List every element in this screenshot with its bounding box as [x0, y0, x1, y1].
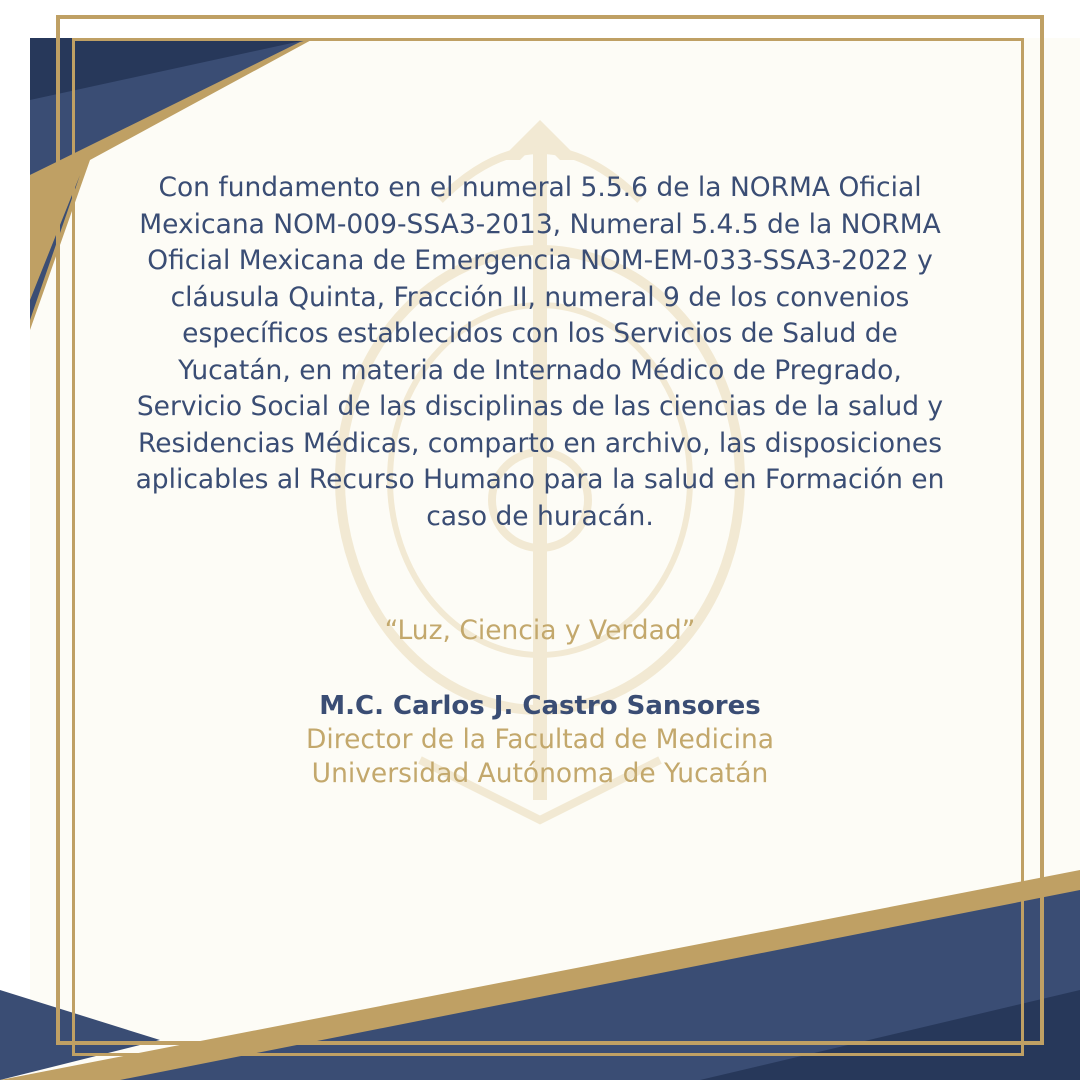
signer-institution: Universidad Autónoma de Yucatán	[311, 758, 769, 789]
flyer-content	[130, 170, 950, 791]
signer-title: Director de la Facultad de Medicina	[306, 724, 774, 755]
signer-name: M.C. Carlos J. Castro Sansores	[319, 691, 761, 721]
notice-body: Con fundamento en el numeral 5.5.6 de la NORMA Oficial Mexicana NOM-009-SSA3-2013, Numeral 5.4.5 de la NORMA Oficial Mexicana de Emergencia NOM-EM-033-SSA3-2022 y cláusula Quinta, Fracción II, numeral 9 de los convenios específicos establecidos con los Servicios de Salud de Yucatán, en materia de Internado Médico de Pregrado, Servicio Social de las disciplinas de las ciencias de la salud y Residencias Médicas, comparto en archivo, las disposiciones aplicables al Recurso Humano para la salud en Formación en caso de huracán.	[135, 172, 945, 532]
institution-motto: “Luz, Ciencia y Verdad”	[384, 615, 696, 646]
